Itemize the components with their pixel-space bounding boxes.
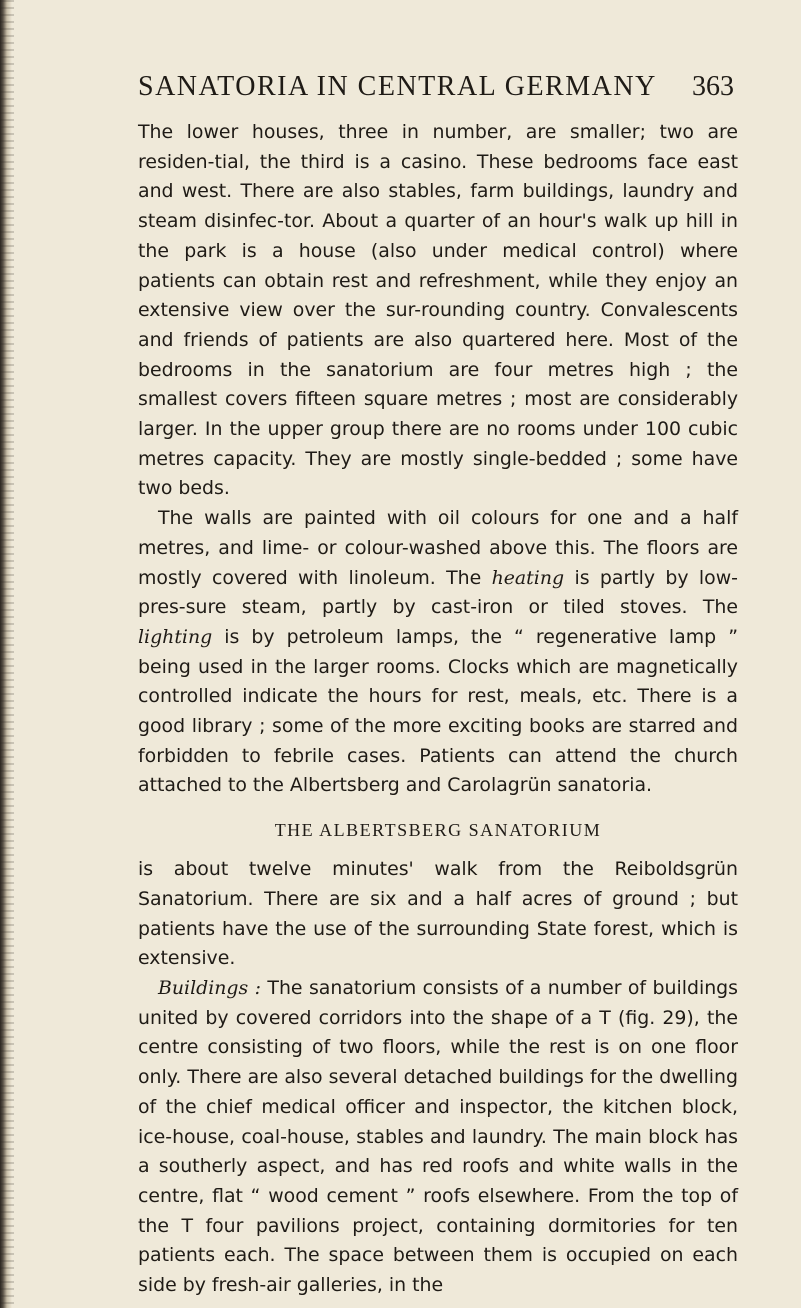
paragraph-lower-houses: The lower houses, three in number, are smaller; two are residen-tial, the third is a casino. These bedrooms face east and west. There are also stables, farm buildings, laundry and steam disinfec-tor. About a quarter of an hour's walk up hill in the park is a house (also under medical control) where patients can obtain rest and refreshment, while they enjoy an extensive view over the sur-rounding country. Convalescents and friends of patients are also quartered here. Most of the bedrooms in the sanatorium are four metres high ; the smallest covers fifteen square metres ; most are considerably larger. In the upper group there are no rooms under 100 cubic metres capacity. They are mostly single-bedded ; some have two beds. — [138, 121, 738, 500]
text-segment: is partly by low-pres-sure steam, partly by cast-iron or tiled stoves. The — [138, 566, 738, 619]
italic-heating: heating — [491, 566, 565, 589]
page-number: 363 — [692, 71, 734, 102]
text-segment: The sanatorium consists of a number of buildings united by covered corridors into the shape of a T (fig. 29), the centre consisting of two floors, while the rest is on one floor only. There are also several detached buildings for the dwelling of the chief medical officer and inspector, the kitchen block, ice-house, coal-house, stables and laundry. The main block has a southerly aspect, and has red roofs and white walls in the centre, flat “ wood cement ” roofs elsewhere. From the top of the T four pavilions project, containing dormitories for ten patients each. The space between them is occupied on each side by fresh-air galleries, in the — [138, 976, 738, 1297]
book-page — [138, 70, 738, 1301]
paragraph-albertsberg-intro: is about twelve minutes' walk from the Reiboldsgrün Sanatorium. There are six and a half acres of ground ; but patients have the use of the surrounding State forest, which is extensive. — [138, 858, 738, 970]
running-header — [138, 70, 738, 104]
paragraph-walls-heating — [138, 504, 738, 801]
text-segment: is by petroleum lamps, the “ regenerative lamp ” being used in the larger rooms. Clocks which are magnetically controlled indicate the hours for rest, meals, etc. There is a good library ; some of the more exciting books are starred and forbidden to febrile cases. Patients can attend the church attached to the Albertsberg and Carolagrün sanatoria. — [138, 625, 738, 797]
running-title: SANATORIA IN CENTRAL GERMANY — [138, 71, 657, 102]
paragraph-buildings — [138, 974, 738, 1301]
binding-texture — [0, 0, 14, 1308]
section-heading: THE ALBERTSBERG SANATORIUM — [274, 820, 602, 841]
italic-lighting: lighting — [138, 625, 213, 648]
text-segment: The walls are painted with oil colours for one and a half metres, and lime- or colour-washed above this. The floors are mostly covered with linoleum. The — [138, 507, 738, 589]
italic-buildings-label: Buildings : — [158, 976, 261, 999]
